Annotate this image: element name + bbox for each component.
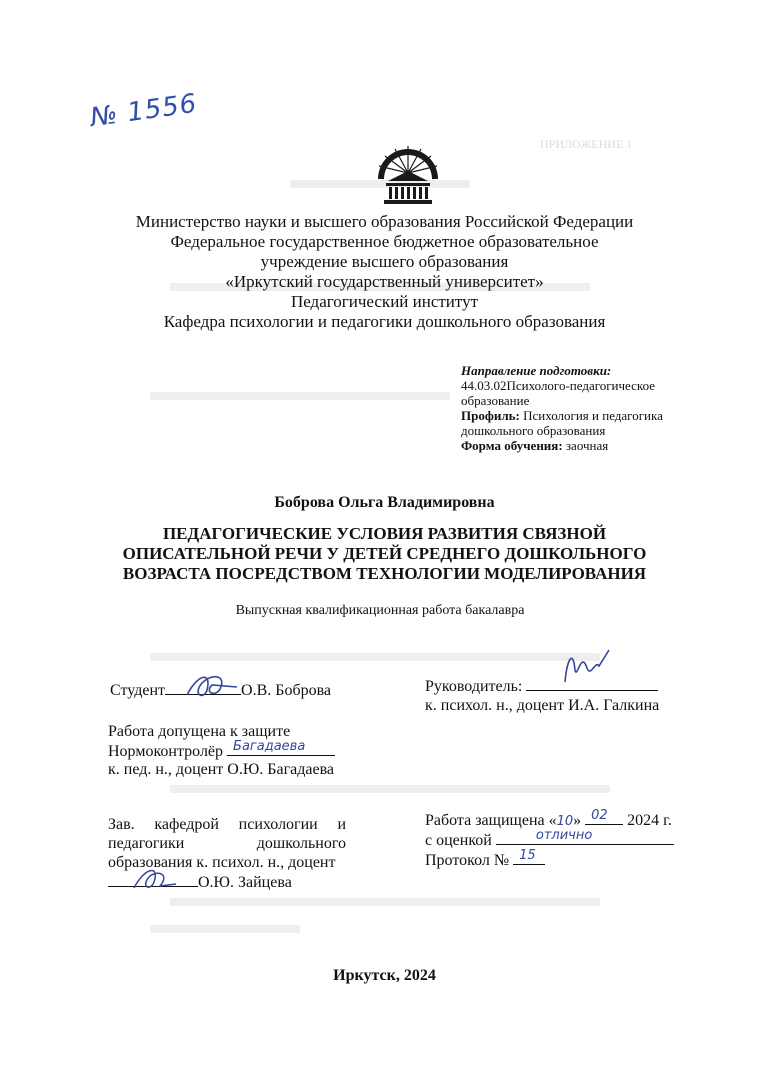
study-info-block xyxy=(461,363,701,453)
defense-month: 02 xyxy=(591,808,608,823)
norm-control-details: к. пед. н., доцент О.Ю. Багадаева xyxy=(108,761,335,778)
thesis-title-line: ПЕДАГОГИЧЕСКИЕ УСЛОВИЯ РАЗВИТИЯ СВЯЗНОЙ xyxy=(162,524,607,543)
bleed-through-text: ПРИЛОЖЕНИЕ 1 xyxy=(540,137,633,151)
author-name: Боброва Ольга Владимировна xyxy=(274,494,495,511)
profile-value: Психология и педагогика xyxy=(523,408,663,423)
ministry-line: Федеральное государственное бюджетное образовательное xyxy=(170,232,599,251)
signature-underline xyxy=(227,741,335,756)
signature-underline xyxy=(585,810,623,825)
student-label: Студент xyxy=(110,682,166,699)
bleed-through-line xyxy=(150,653,600,661)
bleed-through-line xyxy=(170,898,600,906)
grade-label: с оценкой xyxy=(425,832,492,849)
handwritten-registration-number: № 1556 xyxy=(88,88,200,134)
protocol-value: 15 xyxy=(519,848,536,863)
thesis-title-line: ОПИСАТЕЛЬНОЙ РЕЧИ У ДЕТЕЙ СРЕДНЕГО ДОШКОЛЬНОГО xyxy=(122,544,647,563)
supervisor-signature-icon xyxy=(555,640,615,690)
signature-underline xyxy=(513,850,545,865)
ministry-line: Кафедра психологии и педагогики дошкольного образования xyxy=(163,312,606,331)
defense-grade-line xyxy=(425,830,674,850)
admission-line: Работа допущена к защите xyxy=(108,723,291,740)
signature-underline xyxy=(496,830,674,845)
university-emblem-icon xyxy=(376,143,440,207)
head-of-department-signature-icon xyxy=(130,860,180,896)
student-name: О.В. Боброва xyxy=(241,682,332,699)
ministry-line: «Иркутский государственный университет» xyxy=(225,272,544,291)
form-label: Форма обучения: xyxy=(461,438,563,453)
supervisor-signature-line xyxy=(425,676,658,696)
defense-date-line: Работа защищена «10» 02 2024 г. xyxy=(425,808,672,829)
protocol-line xyxy=(425,850,545,870)
supervisor-label: Руководитель: xyxy=(425,678,523,695)
ministry-line: Педагогический институт xyxy=(290,292,479,311)
direction-value: 44.03.02Психолого-педагогическое xyxy=(461,378,655,393)
head-of-department-text: Зав. кафедрой психологии и педагогики дошкольного образования к. психол. н., доцент xyxy=(108,816,346,871)
defense-year: 2024 г. xyxy=(627,812,672,829)
thesis-title-line: ВОЗРАСТА ПОСРЕДСТВОМ ТЕХНОЛОГИИ МОДЕЛИРОВАНИЯ xyxy=(122,564,647,583)
grade-value: отлично xyxy=(535,828,593,843)
direction-label: Направление подготовки: xyxy=(461,363,612,378)
profile-label: Профиль: xyxy=(461,408,520,423)
bleed-through-line xyxy=(150,925,300,933)
direction-value: образование xyxy=(461,393,530,408)
bleed-through-line xyxy=(150,392,450,400)
supervisor-details: к. психол. н., доцент И.А. Галкина xyxy=(425,697,660,714)
institution-header xyxy=(0,212,769,332)
head-of-department-name: О.Ю. Зайцева xyxy=(198,874,292,891)
norm-control-line xyxy=(108,741,335,761)
norm-control-signature: Багадаева xyxy=(233,739,306,754)
bleed-through-line xyxy=(170,785,610,793)
ministry-line: Министерство науки и высшего образования Российской Федерации xyxy=(135,212,634,231)
profile-value: дошкольного образования xyxy=(461,423,606,438)
form-value: заочная xyxy=(565,438,609,453)
defense-label: Работа защищена « xyxy=(425,812,557,829)
work-type: Выпускная квалификационная работа бакалавра xyxy=(235,603,525,618)
ministry-line: учреждение высшего образования xyxy=(260,252,509,271)
student-signature-icon xyxy=(182,665,242,705)
defense-day: 10 xyxy=(556,814,574,829)
protocol-label: Протокол № xyxy=(425,852,510,869)
thesis-title xyxy=(0,524,769,584)
city-year: Иркутск, 2024 xyxy=(333,967,436,984)
norm-control-label: Нормоконтролёр xyxy=(108,743,224,760)
